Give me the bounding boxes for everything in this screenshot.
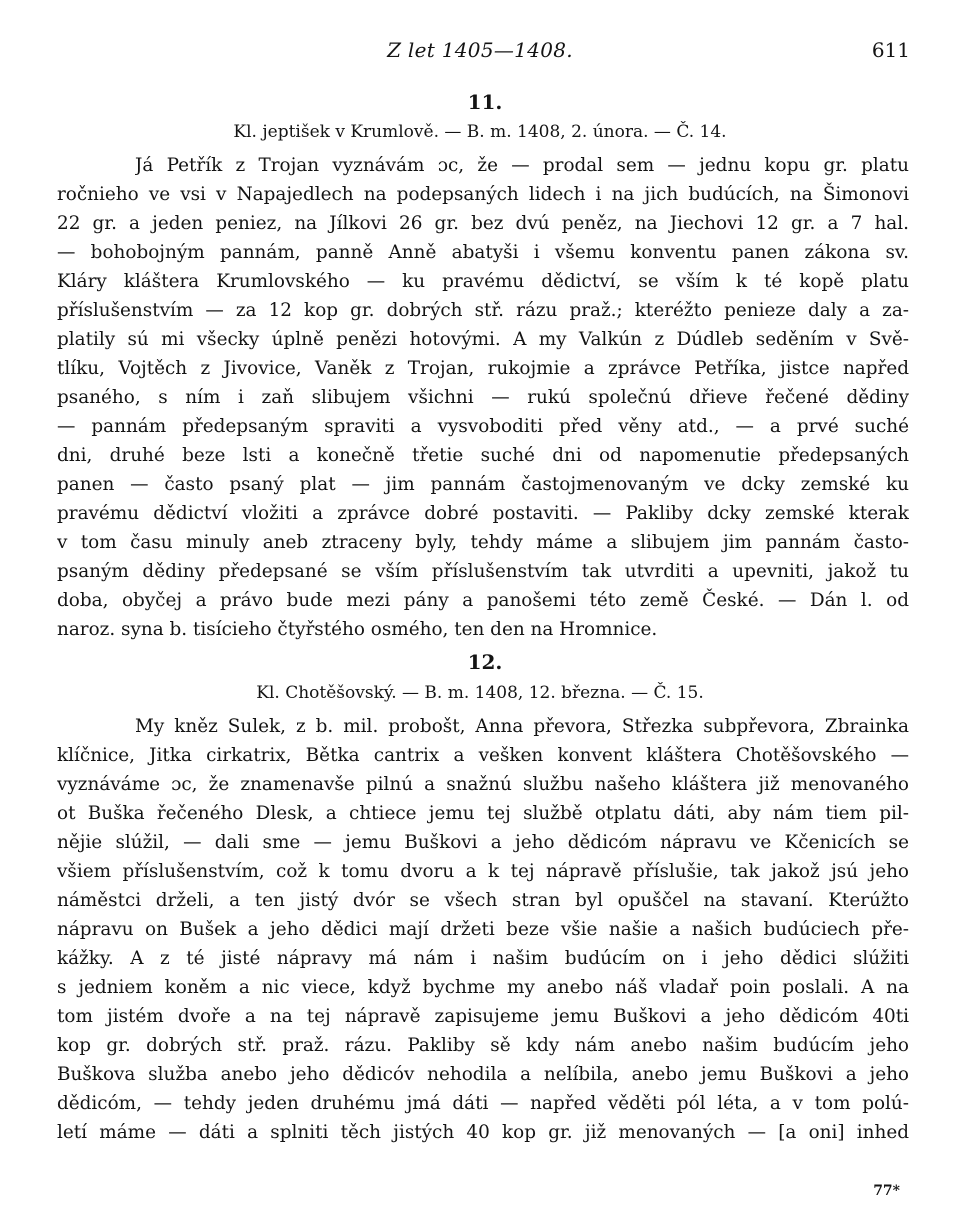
text-line: Kláry kláštera Krumlovského — ku pravému dědictví, se vším k té kopě platu <box>57 271 909 292</box>
text-line: tom jistém dvoře a na tej nápravě zapisujeme jemu Buškovi a jeho dědicóm 40ti <box>57 1006 909 1027</box>
text-line: Já Petřík z Trojan vyznávám ɔc, že — prodal sem — jednu kopu gr. platu <box>135 155 909 176</box>
running-title: Z let 1405—1408. <box>387 38 573 62</box>
text-line: v tom času minuly aneb ztraceny byly, tehdy máme a slibujem jim pannám často- <box>57 532 909 553</box>
text-line: psaného, s ním i zaň slibujem všichni — rukú společnú dřieve řečené dědiny <box>57 387 909 408</box>
text-line: 22 gr. a jeden peniez, na Jílkovi 26 gr. bez dvú peněz, na Jiechovi 12 gr. a 7 hal. <box>57 213 909 234</box>
text-line: — bohobojným pannám, panně Anně abatyši i všemu konventu panen zákona sv. <box>57 242 909 263</box>
document-heading: Kl. jeptišek v Krumlově. — B. m. 1408, 2. února. — Č. 14. <box>233 122 727 142</box>
text-line: kop gr. dobrých stř. praž. rázu. Pakliby sě kdy nám anebo našim budúcím jeho <box>57 1035 909 1056</box>
text-line: příslušenstvím — za 12 kop gr. dobrých stř. rázu praž.; kteréžto penieze daly a za- <box>57 300 909 321</box>
text-line: Buškova služba anebo jeho dědicóv nehodila a nelíbila, anebo jemu Buškovi a jeho <box>57 1064 909 1085</box>
text-line: dni, druhé beze lsti a konečně třetie suché dni od napomenutie předepsaných <box>57 445 909 466</box>
text-line: platily sú mi všecky úplně penězi hotovými. A my Valkún z Dúdleb seděním v Svě- <box>57 329 909 350</box>
text-line: kážky. A z té jisté nápravy má nám i našim budúcím on i jeho dědici slúžiti <box>57 948 909 969</box>
text-line: nějie slúžil, — dali sme — jemu Buškovi a jeho dědicóm nápravu ve Kčenicích se <box>57 832 909 853</box>
text-line: naroz. syna b. tisícieho čtyřstého osmého, ten den na Hromnice. <box>57 619 658 640</box>
signature-mark: 77* <box>873 1183 900 1199</box>
text-line: náměstci drželi, a ten jistý dvór se všech stran byl opuščel na stavaní. Kterúžto <box>57 890 909 911</box>
text-line: všiem příslušenstvím, což k tomu dvoru a k tej nápravě příslušie, tak jakož jsú jeho <box>57 861 909 882</box>
text-line: letí máme — dáti a splniti těch jistých 40 kop gr. již menovaných — [a oni] inhed <box>57 1122 909 1143</box>
page-number: 611 <box>871 38 910 62</box>
text-line: My kněz Sulek, z b. mil. probošt, Anna převora, Střezka subpřevora, Zbrainka <box>135 716 909 737</box>
text-line: vyznáváme ɔc, že znamenavše pilnú a snažnú službu našeho kláštera již menovaného <box>57 774 909 795</box>
document-number: 11. <box>467 90 503 114</box>
text-line: nápravu on Bušek a jeho dědici mají držeti beze všie našie a našich budúciech pře- <box>57 919 909 940</box>
text-line: tlíku, Vojtěch z Jivovice, Vaněk z Trojan, rukojmie a zprávce Petříka, jistce napřed <box>57 358 909 379</box>
text-line: panen — často psaný plat — jim pannám častojmenovaným ve dcky zemské ku <box>57 474 909 495</box>
text-line: klíčnice, Jitka cirkatrix, Bětka cantrix a vešken konvent kláštera Chotěšovského — <box>57 745 909 766</box>
document-heading: Kl. Chotěšovský. — B. m. 1408, 12. března. — Č. 15. <box>256 683 704 703</box>
text-line: doba, obyčej a právo bude mezi pány a panošemi této země České. — Dán l. od <box>57 590 909 611</box>
text-line: ot Buška řečeného Dlesk, a chtiece jemu tej službě otplatu dáti, aby nám tiem pil- <box>57 803 909 824</box>
text-line: ročnieho ve vsi v Napajedlech na podepsaných lidech i na jich budúcích, na Šimonovi <box>57 184 909 205</box>
document-number: 12. <box>467 650 503 674</box>
text-line: pravému dědictví vložiti a zprávce dobré postaviti. — Pakliby dcky zemské kterak <box>57 503 909 524</box>
text-line: — pannám předepsaným spraviti a vysvoboditi před věny atd., — a prvé suché <box>57 416 909 437</box>
text-line: s jedniem koněm a nic viece, když bychme my anebo náš vladař poin poslali. A na <box>57 977 909 998</box>
text-line: dědicóm, — tehdy jeden druhému jmá dáti — napřed věděti pól léta, a v tom polú- <box>57 1093 909 1114</box>
text-line: psaným dědiny předepsané se vším příslušenstvím tak utvrditi a upevniti, jakož tu <box>57 561 909 582</box>
